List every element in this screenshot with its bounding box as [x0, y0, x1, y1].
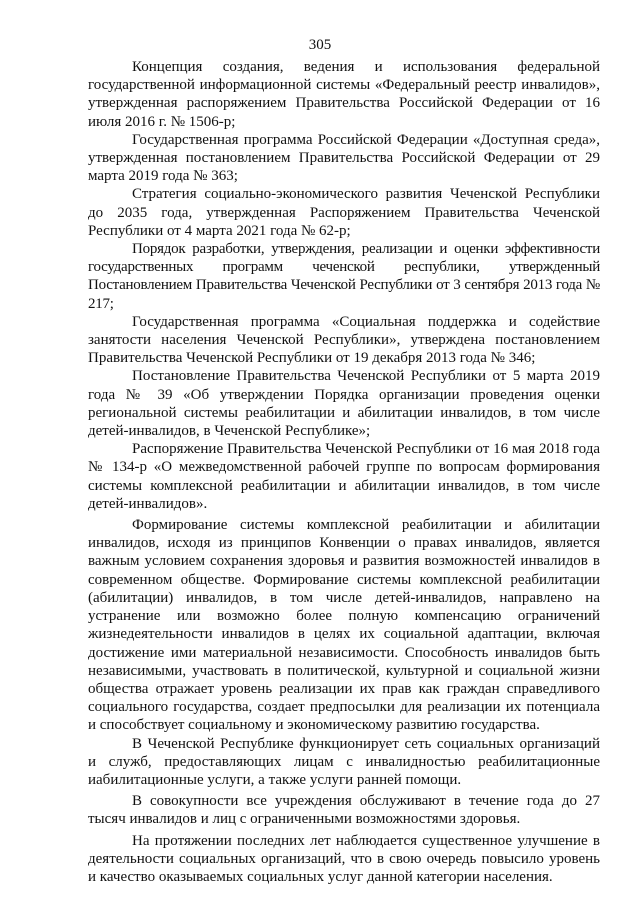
paragraph-concept-registry: Концепция создания, ведения и использования федеральной государственной информационной системы «Федеральный реестр инвалидов», утвержденная распоряжением Правительства Российской Федерации от 16 июля 2016 г. № 1506-р;	[88, 59, 600, 130]
paragraph-working-group-order: Распоряжение Правительства Чеченской Республики от 16 мая 2018 года № 134-р «О межведомственной рабочей группе по вопросам формирования системы комплексной реабилитации и абилитации инвалидов, в том числе детей-инвалидов».	[88, 441, 600, 512]
document-body	[88, 58, 600, 886]
paragraph-quality-improvement: На протяжении последних лет наблюдается существенное улучшение в деятельности социальных организаций, что в свою очередь повысило уровень и качество оказываемых социальных услуг данной категории населения.	[88, 832, 600, 885]
paragraph-rehabilitation-system: Формирование системы комплексной реабилитации и абилитации инвалидов, исходя из принципов Конвенции о правах инвалидов, является важным условием сохранения здоровья и развития возможностей инвалидов в современном обществе. Формирование системы комплексной реабилитации (абилитации) инвалидов, в том числе детей-инвалидов, направлено на устранение или возможно более полную компенсацию ограничений жизнедеятельности инвалидов в целях их социальной адаптации, включая достижение ими материальной независимости. Способность инвалидов быть независимыми, участвовать в политической, культурной и социальной жизни общества отражает уровень реализации их прав как граждан справедливого социального государства, создает предпосылки для реализации их потенциала и способствует социальному и экономическому развитию государства.	[88, 517, 600, 734]
page-number: 305	[308, 37, 332, 53]
paragraph-social-organizations-network: В Чеченской Республике функционирует сеть социальных организаций и служб, предоставляющих лицам с инвалидностью реабилитационные иабилитационные услуги, а также услуги ранней помощи.	[88, 735, 600, 788]
paragraph-accessible-environment-program: Государственная программа Российской Федерации «Доступная среда», утвержденная постановлением Правительства Российской Федерации от 29 марта 2019 года № 363;	[88, 131, 600, 185]
paragraph-program-procedure: Порядок разработки, утверждения, реализации и оценки эффективности государственных программ чеченской республики, утвержденный Постановлением Правительства Чеченской Республики от 3 сентября 2013 года № 217;	[88, 241, 600, 312]
paragraph-resolution-assessment: Постановление Правительства Чеченской Республики от 5 марта 2019 года № 39 «Об утверждении Порядка организации проведения оценки региональной системы реабилитации и абилитации инвалидов, в том числе детей-инвалидов, в Чеченской Республике»;	[88, 368, 600, 440]
paragraph-service-coverage: В совокупности все учреждения обслуживают в течение года до 27 тысяч инвалидов и лиц с ограниченными возможностями здоровья.	[88, 793, 600, 828]
paragraph-social-support-program: Государственная программа «Социальная поддержка и содействие занятости населения Чеченской Республики», утверждена постановлением Правительства Чеченской Республики от 19 декабря 2013 года № 346;	[88, 313, 600, 367]
paragraph-development-strategy: Стратегия социально-экономического развития Чеченской Республики до 2035 года, утвержденная Распоряжением Правительства Чеченской Республики от 4 марта 2021 года № 62-р;	[88, 186, 600, 239]
